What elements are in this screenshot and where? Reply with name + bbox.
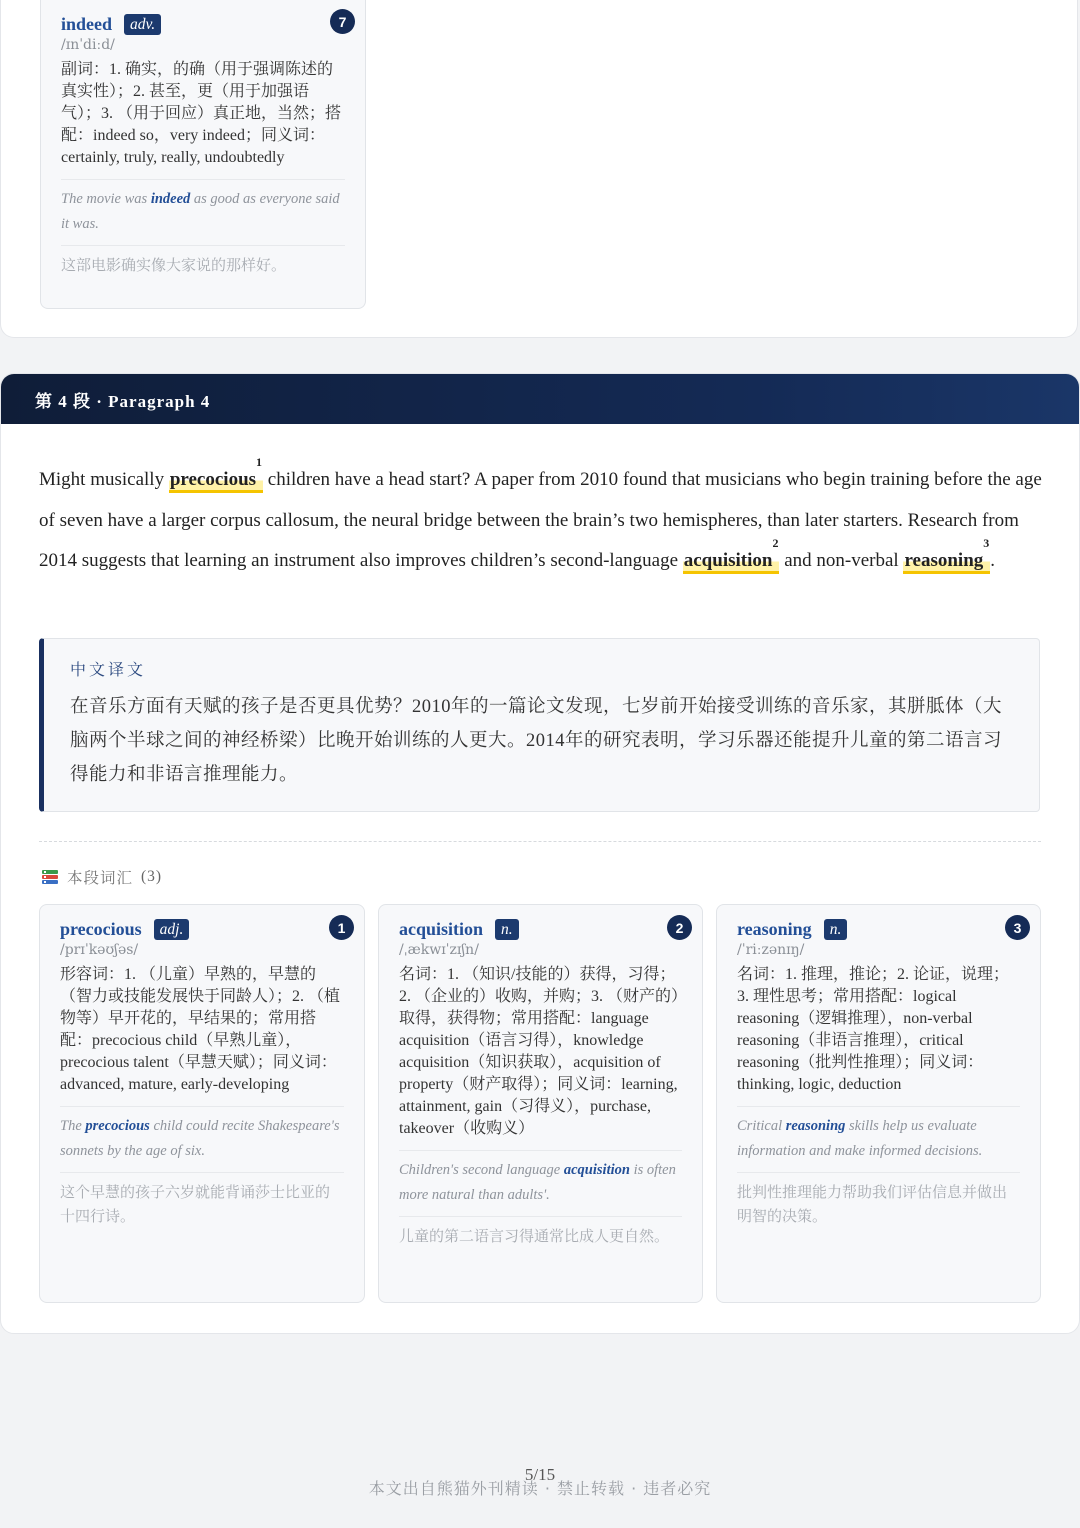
paragraph-segment: . <box>990 550 996 571</box>
definition: 名词：1. （知识/技能的）获得，习得；2. （企业的）收购，并购；3. （财产的）取得，获得物；常用搭配：language acquisition（语言习得），knowledge acquisition（知识获取），acquisition of property（财产取得）；同义词：learning, attainment, gain（习得义），purchase, takeover（收购义） <box>399 966 680 1137</box>
vocab-word-row <box>60 919 344 940</box>
vocab-card-indeed <box>40 0 366 309</box>
example-text: is often more natural than adults'. <box>399 1162 676 1203</box>
vocab-card-reasoning <box>716 904 1041 1303</box>
books-icon <box>41 868 59 886</box>
paragraph-segment: Might musically <box>39 469 169 490</box>
example-chinese: 这部电影确实像大家说的那样好。 <box>61 245 345 278</box>
example-english <box>61 179 345 237</box>
vocab-count: (3) <box>141 868 163 885</box>
example-text: child could recite Shakespeare's sonnets by the age of six. <box>60 1118 340 1159</box>
translation-box <box>39 638 1040 812</box>
example-chinese: 批判性推理能力帮助我们评估信息并做出明智的决策。 <box>737 1172 1020 1229</box>
phonetic: /ˌækwɪˈzɪʃn/ <box>399 942 479 958</box>
vocab-title: 本段词汇 <box>67 870 134 887</box>
highlighted-word-acquisition[interactable] <box>683 536 780 574</box>
footnote-number: 2 <box>772 536 779 550</box>
dashed-divider <box>39 841 1041 842</box>
example-text: skills help us evaluate information and make informed decisions. <box>737 1118 983 1159</box>
example-text: Critical <box>737 1118 786 1134</box>
page-number: 5/15 <box>524 1465 556 1484</box>
copyright-note: 本文出自熊猫外刊精读 · 禁止转载 · 违者必究 <box>368 1479 712 1498</box>
vocab-word-row <box>61 14 345 35</box>
example-english <box>60 1106 344 1164</box>
part-of-speech-badge: n. <box>495 919 519 940</box>
vocab-number-badge: 2 <box>667 915 692 940</box>
translation-text: 在音乐方面有天赋的孩子是否更具优势？2010年的一篇论文发现，七岁前开始接受训练的音乐家，其胼胝体（大脑两个半球之间的神经桥梁）比晚开始训练的人更大。2014年的研究表明，学习乐器还能提升儿童的第二语言习得能力和非语言推理能力。 <box>70 697 1003 785</box>
part-of-speech-badge: adv. <box>124 14 161 35</box>
example-text: The <box>60 1118 86 1134</box>
vocab-card-precocious <box>39 904 365 1303</box>
highlighted-word-text: precocious <box>169 469 257 490</box>
phonetic: /ˈriːzənɪŋ/ <box>737 942 805 958</box>
highlighted-word-text: acquisition <box>683 550 773 571</box>
vocab-word-row <box>737 919 1020 940</box>
vocab-number-badge: 1 <box>329 915 354 940</box>
phonetic: /ɪnˈdiːd/ <box>61 37 115 53</box>
vocab-word: acquisition <box>399 919 484 939</box>
footnote-number: 3 <box>983 536 990 550</box>
example-chinese: 这个早慧的孩子六岁就能背诵莎士比亚的十四行诗。 <box>60 1172 344 1229</box>
vocab-card-acquisition <box>378 904 703 1303</box>
part-of-speech-badge: n. <box>824 919 848 940</box>
example-text: as good as everyone said it was. <box>61 191 340 232</box>
section-header: 第 4 段 · Paragraph 4 <box>1 374 1079 424</box>
part-of-speech-badge: adj. <box>154 919 190 940</box>
vocab-word: indeed <box>61 14 113 34</box>
paragraph-segment: children have a head start? A paper from 2010 found that musicians who begin training before the age of seven have a larger corpus callosum, the neural bridge between the brain’s two hemispheres, than later starters. Research from 2014 suggests that learning an instrument also improves children’s second-language <box>39 469 1042 571</box>
footnote-number: 1 <box>256 455 263 469</box>
vocab-number-badge: 3 <box>1005 915 1030 940</box>
vocab-word: reasoning <box>737 919 812 939</box>
example-chinese: 儿童的第二语言习得通常比成人更自然。 <box>399 1216 682 1249</box>
vocab-word-row <box>399 919 682 940</box>
definition: 名词：1. 推理，推论；2. 论证，说理；3. 理性思考；常用搭配：logical reasoning（逻辑推理），non-verbal reasoning（非语言推理），critical reasoning（批判性推理）；同义词：thinking, logic, deduction <box>737 966 1010 1093</box>
phonetic: /prɪˈkəʊʃəs/ <box>60 942 139 958</box>
definition: 形容词：1. （儿童）早熟的，早慧的（智力或技能发展快于同龄人）；2. （植物等）早开花的，早结果的；常用搭配：precocious child（早熟儿童），precocious talent（早慧天赋）；同义词：advanced, mature, early-developing <box>60 966 341 1093</box>
paragraph-text <box>39 455 1049 582</box>
highlighted-word-precocious[interactable] <box>169 455 263 493</box>
example-text: The movie was <box>61 191 151 207</box>
paragraph-segment: and non-verbal <box>779 550 904 571</box>
example-keyword: acquisition <box>563 1162 630 1178</box>
vocab-number-badge: 7 <box>330 9 355 34</box>
example-text: Children's second language <box>399 1162 564 1178</box>
definition: 副词：1. 确实，的确（用于强调陈述的真实性）；2. 甚至，更（用于加强语气）；3. （用于回应）真正地，当然；搭配：indeed so，very indeed；同义词：certainly, truly, really, undoubtedly <box>61 61 342 166</box>
example-keyword: indeed <box>150 191 191 207</box>
translation-label: 中文译文 <box>70 662 147 679</box>
highlighted-word-text: reasoning <box>904 550 984 571</box>
example-english <box>399 1150 682 1208</box>
example-english <box>737 1106 1020 1164</box>
example-keyword: precocious <box>85 1118 150 1134</box>
example-keyword: reasoning <box>785 1118 846 1134</box>
previous-section-card <box>0 0 1078 338</box>
vocab-word: precocious <box>60 919 142 939</box>
vocab-header <box>41 866 162 888</box>
highlighted-word-reasoning[interactable] <box>903 536 990 574</box>
